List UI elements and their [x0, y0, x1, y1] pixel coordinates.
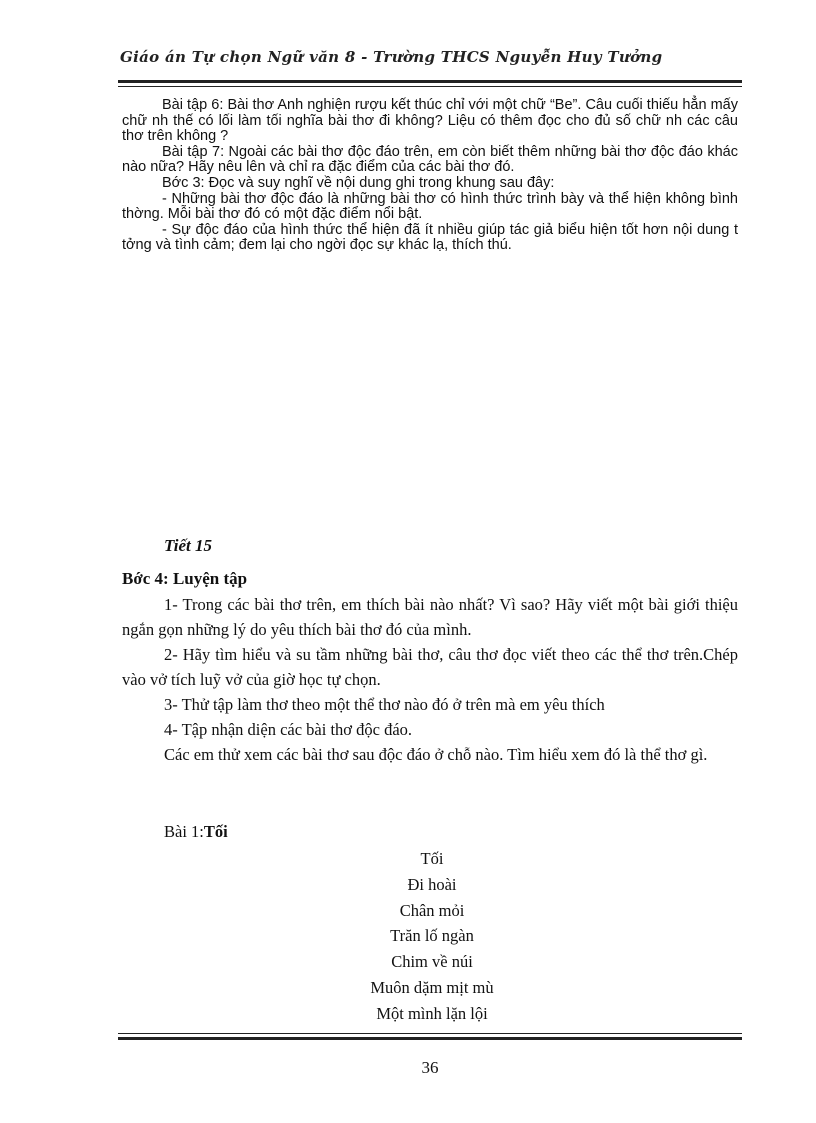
poem-line: Đi hoài [407, 874, 457, 894]
poem-line: Một mình lặn lội [376, 1003, 488, 1023]
poem-line: Muôn dặm mịt mù [370, 977, 494, 997]
poem-line: Tối [420, 849, 444, 868]
page-header: Giáo án Tự chọn Ngữ văn 8 - Trường THCS Nguyễn Huy Tưởng [120, 48, 663, 66]
poem-heading [164, 822, 228, 842]
practice-item-4: 4- Tập nhận diện các bài thơ độc đáo. [164, 720, 413, 739]
exercise-section [122, 98, 738, 254]
exercise-7-paragraph: Bài tập 7: Ngoài các bài thơ độc đáo trên, em còn biết thêm những bài thơ độc đáo khác nào nữa? Hãy nêu lên và chỉ ra đặc điểm của các bài thơ đó. [122, 143, 738, 176]
poem-body [300, 846, 564, 1027]
practice-item-1: 1- Trong các bài thơ trên, em thích bài nào nhất? Vì sao? Hãy viết một bài giới thiệu ngắn gọn những lý do yêu thích bài thơ đó của mình. [122, 595, 738, 639]
practice-instruction: Các em thử xem các bài thơ sau độc đáo ở chỗ nào. Tìm hiểu xem đó là thể thơ gì. [164, 745, 708, 764]
practice-item-3: 3- Thử tập làm thơ theo một thể thơ nào đó ở trên mà em yêu thích [164, 695, 605, 714]
header-rule-thick [118, 80, 742, 83]
poem-line: Chân mỏi [399, 900, 465, 920]
note-paragraph-1: - Những bài thơ độc đáo là những bài thơ có hình thức trình bày và thể hiện không bình thờng. Mỗi bài thơ đó có một đặc điểm nổi bật. [122, 190, 738, 223]
practice-item-2: 2- Hãy tìm hiểu và su tầm những bài thơ, câu thơ đọc viết theo các thể thơ trên.Chép vào vở tích luỹ vở của giờ học tự chọn. [122, 645, 738, 689]
header-rule-thin [118, 86, 742, 87]
step-4-heading: Bớc 4: Luyện tập [122, 569, 248, 588]
poem-line: Trăn lố ngàn [390, 926, 474, 946]
lesson-title: Tiết 15 [164, 536, 212, 555]
practice-section [122, 592, 738, 767]
exercise-6-paragraph: Bài tập 6: Bài thơ Anh nghiện rượu kết thúc chỉ với một chữ “Be”. Câu cuối thiếu hẳn mấy chữ nh thế có lối làm tối nghĩa bài thơ đi không? Liệu có thêm đọc cho đủ số chữ nh các câu thơ trên không ? [122, 97, 738, 145]
footer-rule-thin [118, 1033, 742, 1034]
poem-line: Chim về núi [391, 952, 473, 972]
poem-label: Bài 1: [164, 822, 204, 841]
page-number: 36 [421, 1058, 439, 1077]
poem-title: Tối [203, 822, 228, 841]
step-3-paragraph: Bớc 3: Đọc và suy nghĩ về nội dung ghi trong khung sau đây: [162, 174, 555, 191]
footer-rule-thick [118, 1037, 742, 1040]
note-paragraph-2: - Sự độc đáo của hình thức thể hiện đã ít nhiều giúp tác giả biểu hiện tốt hơn nội dung t tởng và tình cảm; đem lại cho ngời đọc sự khác lạ, thích thú. [122, 221, 738, 254]
